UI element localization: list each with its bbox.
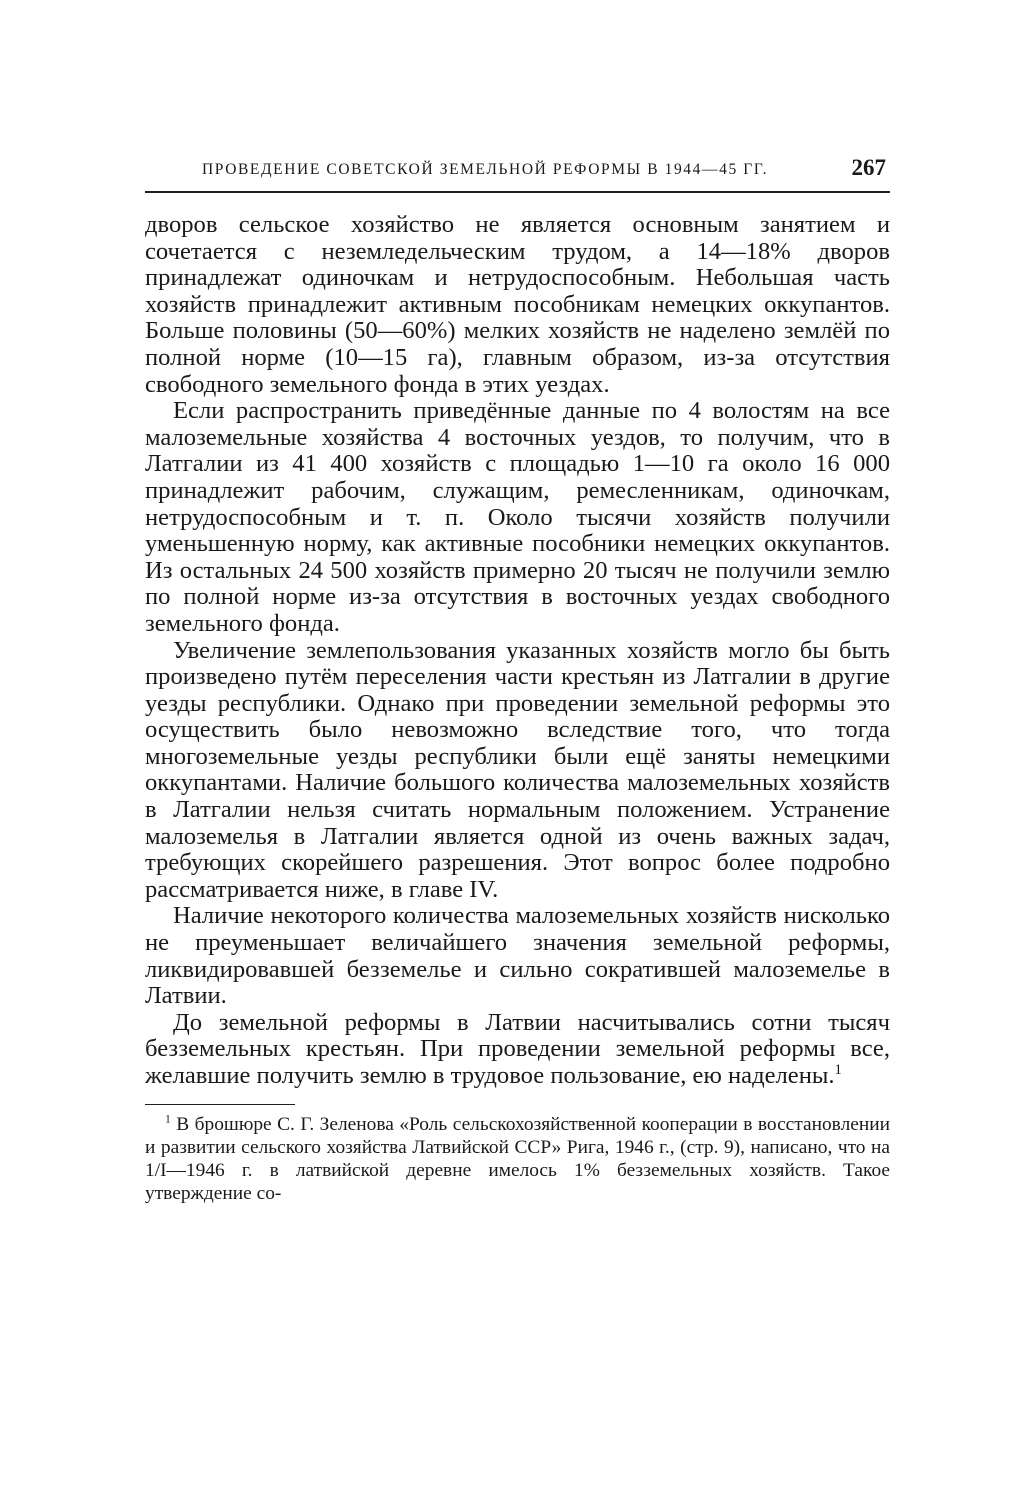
paragraph-3: [145, 638, 890, 904]
paragraph-1-text: дворов сельское хозяйство не является основным занятием и сочетается с неземледельческим трудом, а 14—18% дворов принадлежат одиночкам и нетрудоспособным. Небольшая часть хозяйств принадлежит активным пособникам немецких оккупантов. Больше половины (50—60%) мелких хозяйств не наделено землёй по полной норме (10—15 га), главным образом, из-за отсутствия свободного земельного фонда в этих уездах.: [145, 211, 890, 398]
footnote-reference: 1: [834, 1061, 842, 1078]
paragraph-4-text: Наличие некоторого количества малоземельных хозяйств нисколько не преуменьшает величайшего значения земельной реформы, ликвидировавшей безземелье и сильно сократившей малоземелье в Латвии.: [145, 902, 890, 1010]
paragraph-4: [145, 903, 890, 1009]
paragraph-1: [145, 212, 890, 398]
running-title: ПРОВЕДЕНИЕ СОВЕТСКОЙ ЗЕМЕЛЬНОЙ РЕФОРМЫ В 1944—45 ГГ.: [202, 161, 769, 178]
body-text: [145, 212, 890, 1090]
footnote-text: В брошюре С. Г. Зеленова «Роль сельскохозяйственной кооперации в восстановлении и развитии сельского хозяйства Латвийской ССР» Рига, 1946 г., (стр. 9), написано, что на 1/I—1946 г. в латвийской деревне имелось 1% безземельных хозяйств. Такое утверждение со-: [145, 1113, 890, 1205]
paragraph-3-text: Увеличение землепользования указанных хозяйств могло бы быть произведено путём переселения части крестьян из Латгалии в другие уезды республики. Однако при проведении земельной реформы это осуществить было невозможно вследствие того, что тогда многоземельные уезды республики были ещё заняты немецкими оккупантами. Наличие большого количества малоземельных хозяйств в Латгалии нельзя считать нормальным положением. Устранение малоземелья в Латгалии является одной из очень важных задач, требующих скорейшего разрешения. Этот вопрос более подробно рассматривается ниже, в главе IV.: [145, 636, 890, 903]
page-header: [145, 155, 890, 193]
footnote: [145, 1113, 890, 1206]
book-page: [145, 155, 890, 1205]
paragraph-5: [145, 1010, 890, 1090]
footnote-marker: 1: [165, 1112, 171, 1126]
footnote-divider: [145, 1104, 295, 1105]
page-number: 267: [851, 155, 886, 180]
paragraph-2: [145, 398, 890, 637]
paragraph-5-text: До земельной реформы в Латвии насчитывались сотни тысяч безземельных крестьян. При проведении земельной реформы все, желавшие получить землю в трудовое пользование, ею наделены.: [145, 1008, 890, 1089]
paragraph-2-text: Если распространить приведённые данные по 4 волостям на все малоземельные хозяйства 4 восточных уездов, то получим, что в Латгалии из 41 400 хозяйств с площадью 1—10 га около 16 000 принадлежит рабочим, служащим, ремесленникам, одиночкам, нетрудоспособным и т. п. Около тысячи хозяйств получили уменьшенную норму, как активные пособники немецких оккупантов. Из остальных 24 500 хозяйств примерно 20 тысяч не получили землю по полной норме из-за отсутствия в восточных уездах свободного земельного фонда.: [145, 397, 890, 637]
